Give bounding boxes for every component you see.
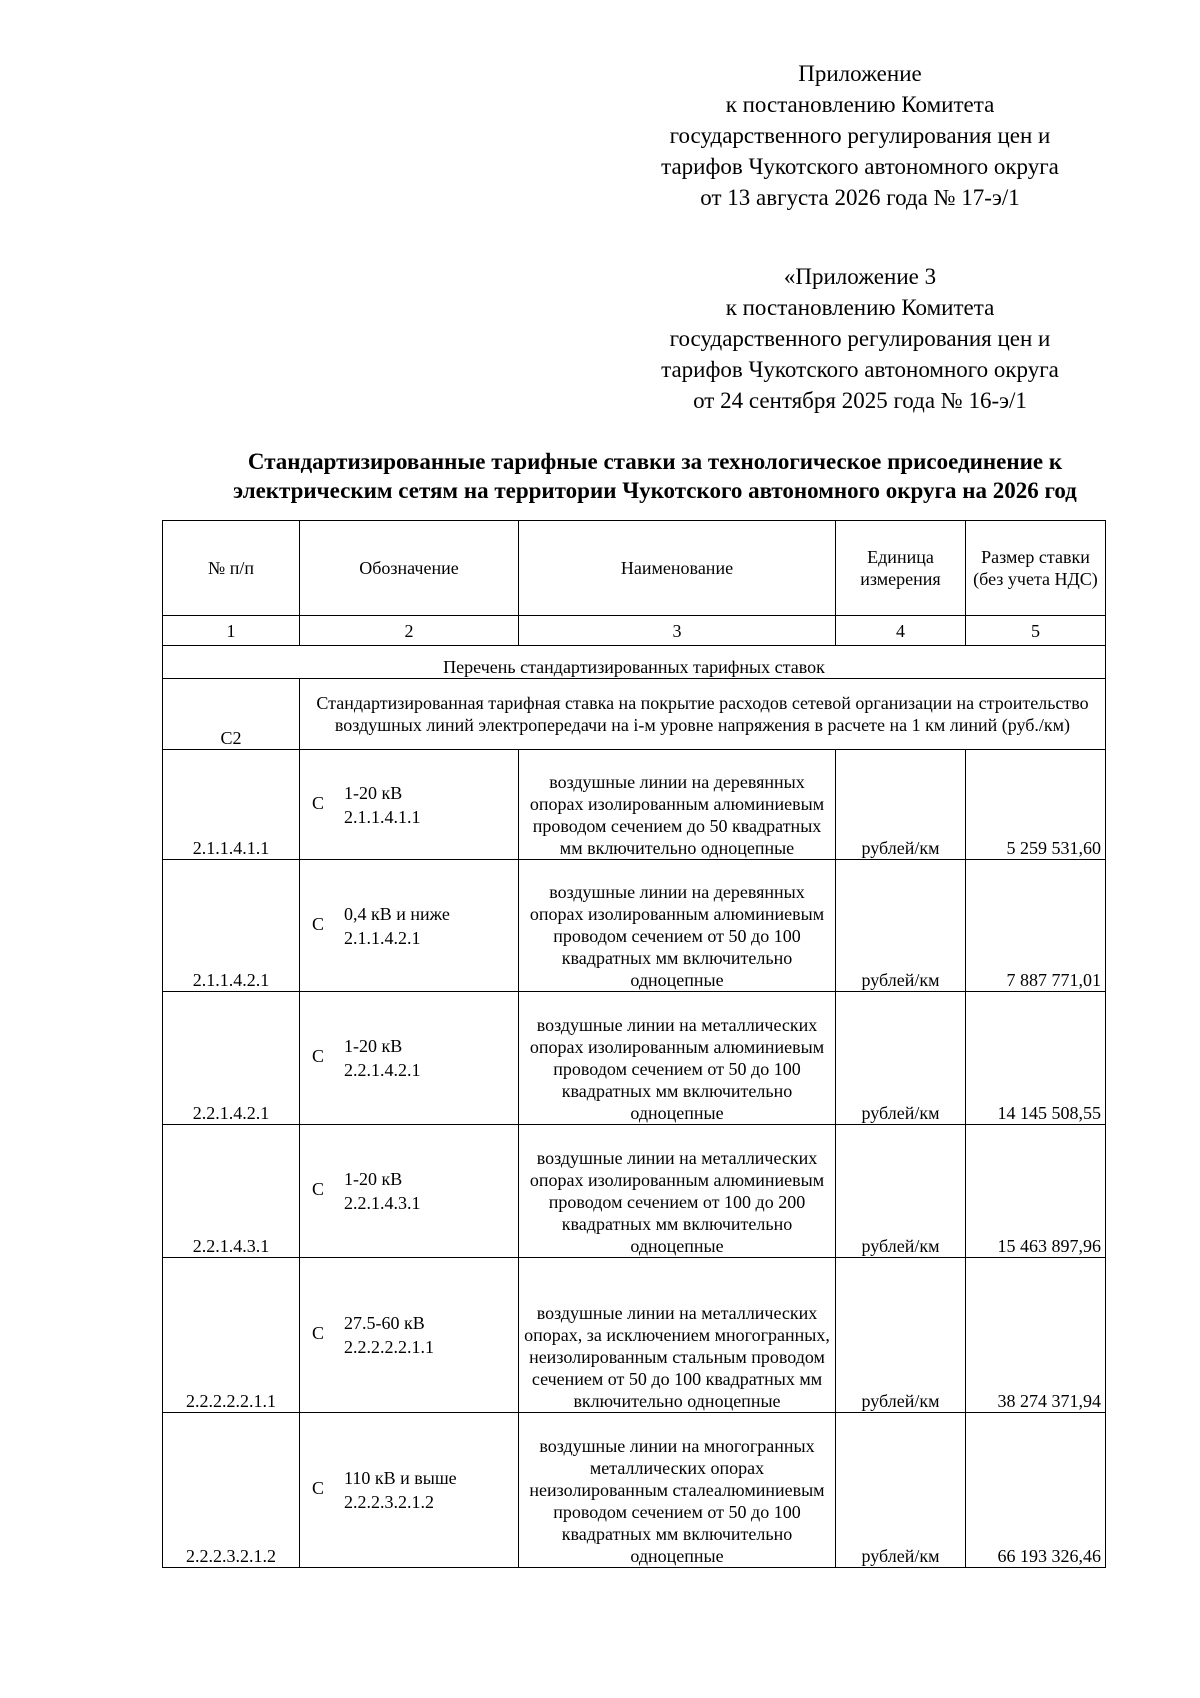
row-number: 2.1.1.4.2.1 <box>163 860 300 992</box>
designation-code: 2.2.2.3.2.1.2 <box>344 1492 435 1512</box>
row-number: 2.1.1.4.1.1 <box>163 750 300 860</box>
designation-voltage: 1-20 кВ <box>344 1036 403 1056</box>
row-number: 2.2.1.4.3.1 <box>163 1125 300 1258</box>
row-name: воздушные линии на деревянных опорах изолированным алюминиевым проводом сечением от 50 до 100 квадратных мм включительно одноцепные <box>519 860 836 992</box>
c2-section-row <box>163 679 1106 750</box>
row-name: воздушные линии на многогранных металлических опорах неизолированным сталеалюминиевым проводом сечением от 50 до 100 квадратных мм включительно одноцепные <box>519 1413 836 1568</box>
document-title <box>160 447 1150 505</box>
row-rate-value: 66 193 326,46 <box>966 1413 1106 1568</box>
table-row <box>163 750 1106 860</box>
row-rate-value: 5 259 531,60 <box>966 750 1106 860</box>
column-header-num: № п/п <box>163 521 300 616</box>
designation-voltage: 0,4 кВ и ниже <box>344 903 450 924</box>
row-designation <box>300 860 519 992</box>
appendix3-header-line: к постановлению Комитета <box>725 295 995 320</box>
designation-voltage: 1-20 кВ <box>344 1169 403 1189</box>
designation-voltage: 1-20 кВ <box>344 782 403 803</box>
list-title: Перечень стандартизированных тарифных ставок <box>163 646 1106 679</box>
row-rate-value: 14 145 508,55 <box>966 992 1106 1125</box>
row-unit: рублей/км <box>836 1125 966 1258</box>
column-header-rate: Размер ставки (без учета НДС) <box>966 521 1106 616</box>
column-number: 1 <box>163 616 300 646</box>
designation-letter: С <box>312 913 325 934</box>
appendix-header-line: государственного регулирования цен и <box>669 123 1051 148</box>
designation-code: 2.2.1.4.3.1 <box>344 1193 421 1213</box>
document-title-line: Стандартизированные тарифные ставки за технологическое присоединение к <box>247 449 1063 474</box>
row-designation <box>300 750 519 860</box>
appendix3-header-line: «Приложение 3 <box>783 264 937 289</box>
row-number: 2.2.2.2.2.1.1 <box>163 1258 300 1413</box>
row-name: воздушные линии на деревянных опорах изолированным алюминиевым проводом сечением до 50 квадратных мм включительно одноцепные <box>519 750 836 860</box>
row-name: воздушные линии на металлических опорах изолированным алюминиевым проводом сечением от 100 до 200 квадратных мм включительно одноцепные <box>519 1125 836 1258</box>
appendix3-header-line: от 24 сентября 2025 года № 16-э/1 <box>693 388 1027 413</box>
table-row <box>163 860 1106 992</box>
appendix-header-line: от 13 августа 2026 года № 17-э/1 <box>700 185 1020 210</box>
designation-letter: С <box>312 1478 325 1498</box>
row-rate-value: 38 274 371,94 <box>966 1258 1106 1413</box>
document-title-line: электрическим сетям на территории Чукотского автономного округа на 2026 год <box>233 478 1077 503</box>
appendix3-header <box>580 261 1140 416</box>
list-title-row <box>163 646 1106 679</box>
designation-letter: С <box>312 1179 325 1199</box>
row-unit: рублей/км <box>836 1413 966 1568</box>
row-unit: рублей/км <box>836 992 966 1125</box>
row-name: воздушные линии на металлических опорах изолированным алюминиевым проводом сечением от 50 до 100 квадратных мм включительно одноцепные <box>519 992 836 1125</box>
row-number: 2.2.1.4.2.1 <box>163 992 300 1125</box>
row-designation <box>300 1258 519 1413</box>
table-row <box>163 1125 1106 1258</box>
designation-code: 2.1.1.4.2.1 <box>344 927 421 948</box>
designation-letter: С <box>312 792 325 813</box>
row-unit: рублей/км <box>836 860 966 992</box>
column-header-unit: Единица измерения <box>836 521 966 616</box>
appendix-header-line: тарифов Чукотского автономного округа <box>661 154 1059 179</box>
designation-code: 2.2.2.2.2.1.1 <box>344 1337 435 1357</box>
c2-code: С2 <box>163 679 300 750</box>
column-number: 4 <box>836 616 966 646</box>
appendix-header-line: Приложение <box>798 61 922 86</box>
column-number: 5 <box>966 616 1106 646</box>
table-row <box>163 1413 1106 1568</box>
c2-description: Стандартизированная тарифная ставка на покрытие расходов сетевой организации на строительство воздушных линий электропередачи на i-м уровне напряжения в расчете на 1 км линий (руб./км) <box>300 679 1106 750</box>
column-number: 2 <box>300 616 519 646</box>
appendix-header <box>580 58 1140 213</box>
column-number: 3 <box>519 616 836 646</box>
designation-code: 2.2.1.4.2.1 <box>344 1060 421 1080</box>
column-header-name: Наименование <box>519 521 836 616</box>
table-header-row <box>163 521 1106 616</box>
designation-voltage: 110 кВ и выше <box>344 1468 457 1488</box>
designation-letter: С <box>312 1046 325 1066</box>
row-number: 2.2.2.3.2.1.2 <box>163 1413 300 1568</box>
row-designation <box>300 992 519 1125</box>
appendix3-header-line: государственного регулирования цен и <box>669 326 1051 351</box>
row-name: воздушные линии на металлических опорах, за исключением многогранных, неизолированным стальным проводом сечением от 50 до 100 квадратных мм включительно одноцепные <box>519 1258 836 1413</box>
column-number-row <box>163 616 1106 646</box>
row-unit: рублей/км <box>836 1258 966 1413</box>
row-rate-value: 7 887 771,01 <box>966 860 1106 992</box>
column-header-designation: Обозначение <box>300 521 519 616</box>
table-row <box>163 1258 1106 1413</box>
designation-voltage: 27.5-60 кВ <box>344 1313 425 1333</box>
appendix-header-line: к постановлению Комитета <box>725 92 995 117</box>
table-row <box>163 992 1106 1125</box>
appendix3-header-line: тарифов Чукотского автономного округа <box>661 357 1059 382</box>
tariff-rates-table <box>162 520 1106 1568</box>
row-unit: рублей/км <box>836 750 966 860</box>
row-designation <box>300 1125 519 1258</box>
row-designation <box>300 1413 519 1568</box>
designation-letter: С <box>312 1323 325 1343</box>
designation-code: 2.1.1.4.1.1 <box>344 806 421 827</box>
row-rate-value: 15 463 897,96 <box>966 1125 1106 1258</box>
